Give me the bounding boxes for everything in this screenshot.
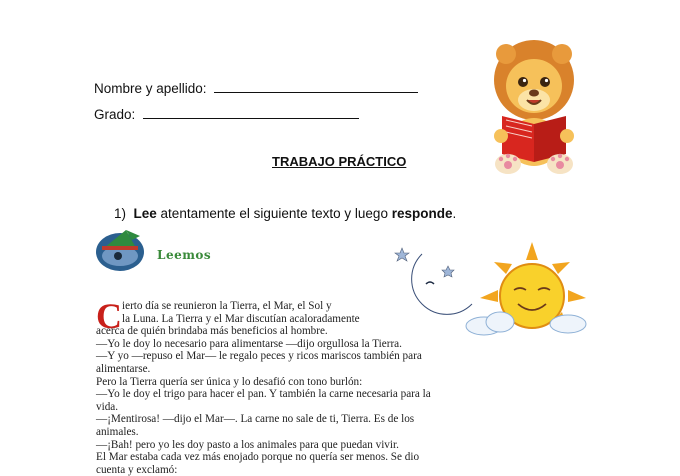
story-line: —Yo le doy lo necesario para alimentarse —dijo orgullosa la Tierra. (96, 337, 402, 350)
story-drop-cap: C (96, 296, 122, 336)
name-field-row (94, 79, 418, 96)
story-line: cuenta y exclamó: (96, 463, 178, 476)
story-line: la Luna. La Tierra y el Mar discutían acaloradamente (122, 312, 360, 325)
instruction-number: 1) (114, 206, 127, 221)
name-blank-line[interactable] (214, 79, 418, 93)
grade-field-row (94, 105, 359, 122)
story-line: —Y yo —repuso el Mar— le regalo peces y ricos mariscos también para (96, 350, 422, 363)
name-label: Nombre y apellido: (94, 81, 207, 96)
instruction-text: atentamente el siguiente texto y luego (156, 206, 392, 221)
story-line: El Mar estaba cada vez más enojado porque no quería ser menos. Se dio (96, 451, 420, 464)
instruction-1 (114, 206, 456, 221)
instruction-bold-read: Lee (133, 206, 157, 221)
instruction-bold-answer: responde (391, 206, 453, 221)
story-line: Pero la Tierra quería ser única y lo desafió con tono burlón: (96, 375, 363, 388)
story-line: —Yo le doy el trigo para hacer el pan. Y también la carne necesaria para la (96, 388, 431, 401)
instruction-end: . (452, 206, 457, 221)
section-label-leemos: Leemos (157, 248, 212, 262)
story-line: vida. (96, 400, 119, 413)
story-text (96, 296, 528, 476)
story-line: acerca de quién brindaba más beneficios al hombre. (96, 325, 328, 338)
story-line: animales. (96, 425, 139, 438)
grade-label: Grado: (94, 107, 136, 122)
story-line: ierto día se reunieron la Tierra, el Mar, el Sol y (122, 300, 332, 312)
lion-reading-book-icon (484, 34, 584, 176)
witch-hat-badge-icon (96, 226, 148, 272)
story-line: —¡Mentirosa! —dijo el Mar—. La carne no sale de ti, Tierra. Es de los (96, 413, 415, 426)
page-title: TRABAJO PRÁCTICO (272, 154, 407, 169)
story-line: —¡Bah! pero yo les doy pasto a los animales para que puedan vivir. (96, 438, 399, 451)
grade-blank-line[interactable] (143, 105, 359, 119)
story-line: alimentarse. (96, 362, 151, 375)
